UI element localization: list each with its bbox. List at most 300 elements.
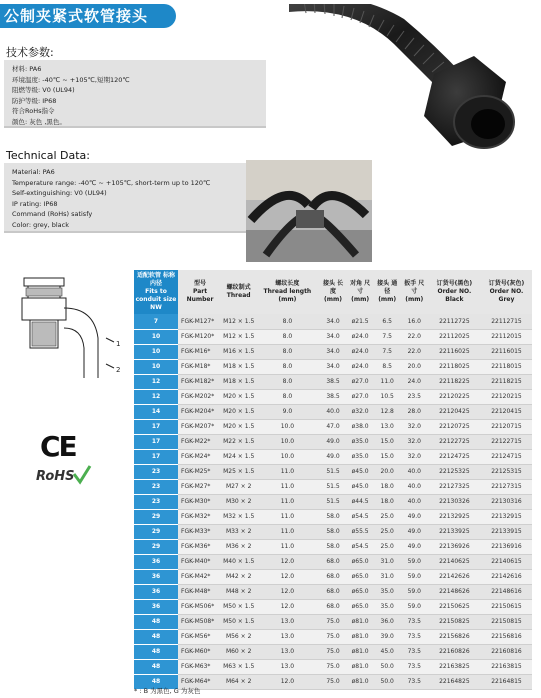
table-cell: 8.0 [255, 359, 319, 374]
table-cell: ø27.0 [347, 374, 374, 389]
table-cell: 22163815 [481, 659, 532, 674]
table-cell: M12 × 1.5 [222, 314, 255, 329]
table-cell: 22160826 [428, 644, 481, 659]
table-row [134, 374, 532, 389]
table-cell: 22124715 [481, 449, 532, 464]
table-cell: 31.0 [374, 554, 401, 569]
table-cell: 59.0 [401, 584, 428, 599]
table-cell: 10.0 [255, 434, 319, 449]
table-cell: 31.0 [374, 569, 401, 584]
table-row [134, 434, 532, 449]
table-row [134, 569, 532, 584]
table-cell: M32 × 1.5 [222, 509, 255, 524]
table-cell: FGK-M27* [178, 479, 222, 494]
table-cell: M16 × 1.5 [222, 344, 255, 359]
application-photo [246, 160, 372, 262]
table-cell: 36.0 [374, 614, 401, 629]
table-cell: 58.0 [320, 509, 347, 524]
table-cell: 59.0 [401, 569, 428, 584]
table-cell: ø45.0 [347, 464, 374, 479]
table-cell: 22122725 [428, 434, 481, 449]
table-cell: M18 × 1.5 [222, 374, 255, 389]
table-cell: 23.5 [401, 389, 428, 404]
table-cell: ø54.5 [347, 539, 374, 554]
table-cell: 73.5 [401, 644, 428, 659]
table-cell: M36 × 2 [222, 539, 255, 554]
table-cell: ø24.0 [347, 344, 374, 359]
table-cell: 11.0 [255, 539, 319, 554]
table-cell: 22150615 [481, 599, 532, 614]
table-cell: 22142616 [481, 569, 532, 584]
table-cell: 10.0 [255, 419, 319, 434]
table-cell: 22.0 [401, 344, 428, 359]
table-cell: 22132925 [428, 509, 481, 524]
table-cell: 40.0 [401, 464, 428, 479]
table-cell: 47.0 [320, 419, 347, 434]
table-cell: 22156816 [481, 629, 532, 644]
table-cell: 22120715 [481, 419, 532, 434]
table-cell: 40.0 [401, 494, 428, 509]
table-row [134, 539, 532, 554]
table-cell: 22163825 [428, 659, 481, 674]
table-cell: 12.0 [255, 599, 319, 614]
tech-cn-line: 符合RoHs指令 [12, 107, 55, 115]
table-cell: M63 × 1.5 [222, 659, 255, 674]
table-cell: 35.0 [374, 599, 401, 614]
table-cell: 7.5 [374, 329, 401, 344]
table-row [134, 659, 532, 674]
table-cell: FGK-M182* [178, 374, 222, 389]
table-cell: M56 × 2 [222, 629, 255, 644]
table-cell: 11.0 [374, 374, 401, 389]
table-cell: 22164815 [481, 674, 532, 689]
table-cell: 38.5 [320, 374, 347, 389]
tech-cn-line: 材料: PA6 [12, 65, 42, 73]
table-cell: 12 [134, 374, 178, 389]
table-cell: M20 × 1.5 [222, 404, 255, 419]
table-cell: 22130326 [428, 494, 481, 509]
table-cell: ø27.0 [347, 389, 374, 404]
table-cell: 22136926 [428, 539, 481, 554]
table-cell: 8.0 [255, 374, 319, 389]
table-cell: 11.0 [255, 509, 319, 524]
table-cell: 34.0 [320, 359, 347, 374]
table-cell: 58.0 [320, 539, 347, 554]
table-cell: 22120225 [428, 389, 481, 404]
table-cell: 10 [134, 344, 178, 359]
table-cell: ø54.5 [347, 509, 374, 524]
table-cell: 22116025 [428, 344, 481, 359]
table-cell: 22112015 [481, 329, 532, 344]
tech-cn-line: 颜色: 灰色 ,黑色。 [12, 117, 66, 126]
table-cell: ø35.0 [347, 449, 374, 464]
table-cell: 34.0 [320, 314, 347, 329]
table-row [134, 419, 532, 434]
table-cell: 15.0 [374, 434, 401, 449]
table-cell: FGK-M60* [178, 644, 222, 659]
table-row [134, 524, 532, 539]
table-cell: ø44.5 [347, 494, 374, 509]
table-cell: 38.5 [320, 389, 347, 404]
table-cell: 28.0 [401, 404, 428, 419]
table-cell: 68.0 [320, 584, 347, 599]
table-cell: 12 [134, 389, 178, 404]
table-cell: ø55.5 [347, 524, 374, 539]
table-cell: ø65.0 [347, 584, 374, 599]
table-cell: FGK-M63* [178, 659, 222, 674]
table-row [134, 494, 532, 509]
table-cell: 75.0 [320, 674, 347, 689]
table-row [134, 464, 532, 479]
table-cell: 22160816 [481, 644, 532, 659]
table-cell: 22122715 [481, 434, 532, 449]
tech-en-box [4, 163, 266, 233]
header-diagonal: 对角 尺寸 (mm) [347, 270, 374, 314]
table-cell: ø81.0 [347, 674, 374, 689]
table-cell: M33 × 2 [222, 524, 255, 539]
table-cell: 12.0 [255, 554, 319, 569]
table-cell: 22118015 [481, 359, 532, 374]
table-cell: M50 × 1.5 [222, 599, 255, 614]
table-cell: 23 [134, 479, 178, 494]
table-cell: 22125315 [481, 464, 532, 479]
table-cell: 15.0 [374, 449, 401, 464]
table-cell: 8.5 [374, 359, 401, 374]
table-cell: 48 [134, 674, 178, 689]
table-row [134, 584, 532, 599]
table-cell: ø65.0 [347, 569, 374, 584]
table-cell: 32.0 [401, 449, 428, 464]
table-cell: 22140615 [481, 554, 532, 569]
table-cell: 34.0 [320, 329, 347, 344]
table-cell: M18 × 1.5 [222, 359, 255, 374]
table-cell: FGK-M22* [178, 434, 222, 449]
table-cell: 29 [134, 539, 178, 554]
header-wrench: 扳手 尺寸 (mm) [401, 270, 428, 314]
tech-cn-line: 防护等级: IP68 [12, 96, 57, 105]
table-cell: 73.5 [401, 629, 428, 644]
table-cell: ø32.0 [347, 404, 374, 419]
table-cell: 49.0 [320, 434, 347, 449]
table-cell: 73.5 [401, 659, 428, 674]
rohs-text: RoHS [36, 469, 75, 484]
table-cell: FGK-M30* [178, 494, 222, 509]
table-cell: 22116015 [481, 344, 532, 359]
table-cell: 22130316 [481, 494, 532, 509]
table-cell: 14 [134, 404, 178, 419]
table-cell: 22150825 [428, 614, 481, 629]
table-row [134, 599, 532, 614]
header-order-grey: 订货号(灰色) Order NO. Grey [481, 270, 532, 314]
table-cell: 16.0 [401, 314, 428, 329]
table-cell: 22112725 [428, 314, 481, 329]
table-cell: 13.0 [255, 629, 319, 644]
table-cell: 22.0 [401, 329, 428, 344]
table-cell: 32.0 [401, 434, 428, 449]
header-length: 接头 长度 (mm) [320, 270, 347, 314]
table-cell: 20.0 [374, 464, 401, 479]
table-cell: 29 [134, 509, 178, 524]
table-row [134, 344, 532, 359]
table-cell: 50.0 [374, 674, 401, 689]
table-cell: 75.0 [320, 644, 347, 659]
table-cell: M50 × 1.5 [222, 614, 255, 629]
table-cell: 35.0 [374, 584, 401, 599]
table-cell: 36 [134, 584, 178, 599]
table-cell: M20 × 1.5 [222, 389, 255, 404]
table-cell: 7 [134, 314, 178, 329]
table-cell: 22150625 [428, 599, 481, 614]
table-cell: 22124725 [428, 449, 481, 464]
table-cell: 22120425 [428, 404, 481, 419]
tech-cn-line: 阻燃等级: V0 (UL94) [12, 86, 75, 94]
table-cell: M27 × 2 [222, 479, 255, 494]
table-cell: 48 [134, 659, 178, 674]
table-cell: 75.0 [320, 614, 347, 629]
footnote: * : B 为黑色, G 为灰色 [134, 687, 201, 695]
table-cell: 18.0 [374, 479, 401, 494]
table-cell: 22127315 [481, 479, 532, 494]
table-cell: 68.0 [320, 569, 347, 584]
table-cell: 29 [134, 524, 178, 539]
tech-cn-line: 环境温度: -40℃ ~ +105℃,短期120℃ [12, 75, 130, 84]
table-cell: 12.0 [255, 584, 319, 599]
table-cell: 48 [134, 644, 178, 659]
table-row [134, 644, 532, 659]
page-title: 公制夹紧式软管接头 [0, 4, 176, 28]
table-cell: 36 [134, 554, 178, 569]
table-cell: 34.0 [320, 344, 347, 359]
table-cell: 17 [134, 449, 178, 464]
table-cell: ø38.0 [347, 419, 374, 434]
table-cell: FGK-M42* [178, 569, 222, 584]
table-cell: M25 × 1.5 [222, 464, 255, 479]
table-cell: 10 [134, 359, 178, 374]
table-cell: 24.0 [401, 374, 428, 389]
table-cell: ø81.0 [347, 659, 374, 674]
table-row [134, 329, 532, 344]
table-cell: 25.0 [374, 524, 401, 539]
header-thread: 螺纹制式 Thread [222, 270, 255, 314]
header-conduit-size: 适配软管 标称内径 Fits to conduit size NW [134, 270, 178, 314]
table-cell: 45.0 [374, 644, 401, 659]
table-cell: 51.5 [320, 494, 347, 509]
table-cell: 8.0 [255, 329, 319, 344]
tech-en-line: Self-extinguishing: V0 (UL94) [12, 189, 107, 197]
table-cell: FGK-M120* [178, 329, 222, 344]
table-cell: 58.0 [320, 524, 347, 539]
table-cell: 22133915 [481, 524, 532, 539]
table-cell: 22112715 [481, 314, 532, 329]
product-photo [284, 4, 534, 164]
table-row [134, 449, 532, 464]
table-cell: M22 × 1.5 [222, 434, 255, 449]
fitting-opening [471, 109, 505, 139]
header-order-black: 订货号(黑色) Order NO. Black [428, 270, 481, 314]
table-row [134, 509, 532, 524]
table-cell: 11.0 [255, 494, 319, 509]
table-cell: 22148616 [481, 584, 532, 599]
table-row [134, 404, 532, 419]
table-cell: 13.0 [255, 659, 319, 674]
table-cell: 75.0 [320, 659, 347, 674]
table-cell: M40 × 1.5 [222, 554, 255, 569]
table-row [134, 629, 532, 644]
table-cell: FGK-M204* [178, 404, 222, 419]
header-bore: 接头 通径 (mm) [374, 270, 401, 314]
table-cell: FGK-M24* [178, 449, 222, 464]
table-cell: 68.0 [320, 599, 347, 614]
table-cell: ø35.0 [347, 434, 374, 449]
table-cell: ø81.0 [347, 644, 374, 659]
table-cell: 22132915 [481, 509, 532, 524]
table-cell: M42 × 2 [222, 569, 255, 584]
tech-cn-heading: 技术参数: [6, 46, 54, 59]
table-cell: 73.5 [401, 614, 428, 629]
table-cell: 23 [134, 464, 178, 479]
table-cell: 22136916 [481, 539, 532, 554]
table-cell: M60 × 2 [222, 644, 255, 659]
table-row [134, 389, 532, 404]
table-cell: 22156826 [428, 629, 481, 644]
technical-drawing [14, 268, 124, 393]
table-cell: 22150815 [481, 614, 532, 629]
table-cell: FGK-M56* [178, 629, 222, 644]
table-cell: 25.0 [374, 509, 401, 524]
table-cell: 22142626 [428, 569, 481, 584]
table-cell: 49.0 [401, 539, 428, 554]
table-cell: FGK-M64* [178, 674, 222, 689]
table-row [134, 359, 532, 374]
table-cell: 9.0 [255, 404, 319, 419]
table-cell: 7.5 [374, 344, 401, 359]
table-cell: 10.5 [374, 389, 401, 404]
table-cell: 22112025 [428, 329, 481, 344]
table-cell: ø65.0 [347, 554, 374, 569]
table-cell: 17 [134, 434, 178, 449]
table-cell: ø21.5 [347, 314, 374, 329]
table-cell: 13.0 [255, 644, 319, 659]
table-cell: 22118225 [428, 374, 481, 389]
tech-en-heading: Technical Data: [6, 149, 90, 162]
table-cell: 51.5 [320, 479, 347, 494]
header-thread-length: 螺纹长度 Thread length (mm) [255, 270, 319, 314]
table-row [134, 479, 532, 494]
table-cell: 49.0 [401, 509, 428, 524]
table-cell: 36 [134, 599, 178, 614]
table-cell: 48 [134, 614, 178, 629]
table-cell: FGK-M18* [178, 359, 222, 374]
table-row [134, 614, 532, 629]
drawing-label-2: 2 [116, 366, 121, 374]
table-cell: ø45.0 [347, 479, 374, 494]
header-part-number: 型号 Part Number [178, 270, 222, 314]
table-cell: 22118025 [428, 359, 481, 374]
tech-en-line: Color: grey, black [12, 220, 69, 229]
table-cell: 40.0 [401, 479, 428, 494]
table-cell: 25.0 [374, 539, 401, 554]
table-cell: 13.0 [255, 614, 319, 629]
table-cell: 18.0 [374, 494, 401, 509]
table-cell: 49.0 [320, 449, 347, 464]
table-cell: 12.0 [255, 569, 319, 584]
table-cell: FGK-M36* [178, 539, 222, 554]
table-cell: 40.0 [320, 404, 347, 419]
tech-en-line: Temperature range: -40℃ ~ +105℃, short-term up to 120℃ [12, 178, 211, 187]
tech-cn-box [4, 60, 266, 128]
table-cell: 73.5 [401, 674, 428, 689]
table-cell: 48 [134, 629, 178, 644]
table-cell: 22133925 [428, 524, 481, 539]
table-cell: ø81.0 [347, 629, 374, 644]
rohs-logo [34, 464, 92, 486]
table-cell: 11.0 [255, 524, 319, 539]
table-cell: 22125325 [428, 464, 481, 479]
table-cell: 12.8 [374, 404, 401, 419]
table-cell: 22148626 [428, 584, 481, 599]
table-cell: M24 × 1.5 [222, 449, 255, 464]
table-cell: 22120725 [428, 419, 481, 434]
table-cell: 49.0 [401, 524, 428, 539]
table-cell: 20.0 [401, 359, 428, 374]
table-cell: 11.0 [255, 464, 319, 479]
table-cell: FGK-M508* [178, 614, 222, 629]
table-cell: 11.0 [255, 479, 319, 494]
table-row [134, 314, 532, 329]
table-cell: 39.0 [374, 629, 401, 644]
table-cell: 32.0 [401, 419, 428, 434]
table-cell: FGK-M40* [178, 554, 222, 569]
table-cell: FGK-M207* [178, 419, 222, 434]
table-cell: 22164825 [428, 674, 481, 689]
table-cell: M48 × 2 [222, 584, 255, 599]
table-cell: 6.5 [374, 314, 401, 329]
table-cell: FGK-M32* [178, 509, 222, 524]
table-cell: ø24.0 [347, 359, 374, 374]
table-cell: FGK-M127* [178, 314, 222, 329]
table-cell: FGK-M16* [178, 344, 222, 359]
table-cell: ø24.0 [347, 329, 374, 344]
table-cell: 50.0 [374, 659, 401, 674]
table-cell: 23 [134, 494, 178, 509]
table-header-row [134, 270, 532, 314]
table-cell: 68.0 [320, 554, 347, 569]
table-cell: FGK-M506* [178, 599, 222, 614]
table-row [134, 554, 532, 569]
table-cell: 51.5 [320, 464, 347, 479]
table-cell: M64 × 2 [222, 674, 255, 689]
table-cell: M12 × 1.5 [222, 329, 255, 344]
spec-table [134, 270, 532, 690]
table-cell: M20 × 1.5 [222, 419, 255, 434]
table-cell: FGK-M33* [178, 524, 222, 539]
table-cell: 10.0 [255, 449, 319, 464]
table-cell: FGK-M48* [178, 584, 222, 599]
table-cell: 17 [134, 419, 178, 434]
table-cell: M30 × 2 [222, 494, 255, 509]
table-cell: 10 [134, 329, 178, 344]
table-cell: 12.0 [255, 674, 319, 689]
tech-en-line: IP rating: IP68 [12, 199, 58, 208]
table-cell: 22118215 [481, 374, 532, 389]
table-cell: ø81.0 [347, 614, 374, 629]
table-cell: 8.0 [255, 389, 319, 404]
table-cell: 13.0 [374, 419, 401, 434]
table-cell: 22120415 [481, 404, 532, 419]
table-cell: 59.0 [401, 599, 428, 614]
table-cell: 8.0 [255, 314, 319, 329]
ce-logo: CE [40, 430, 76, 463]
